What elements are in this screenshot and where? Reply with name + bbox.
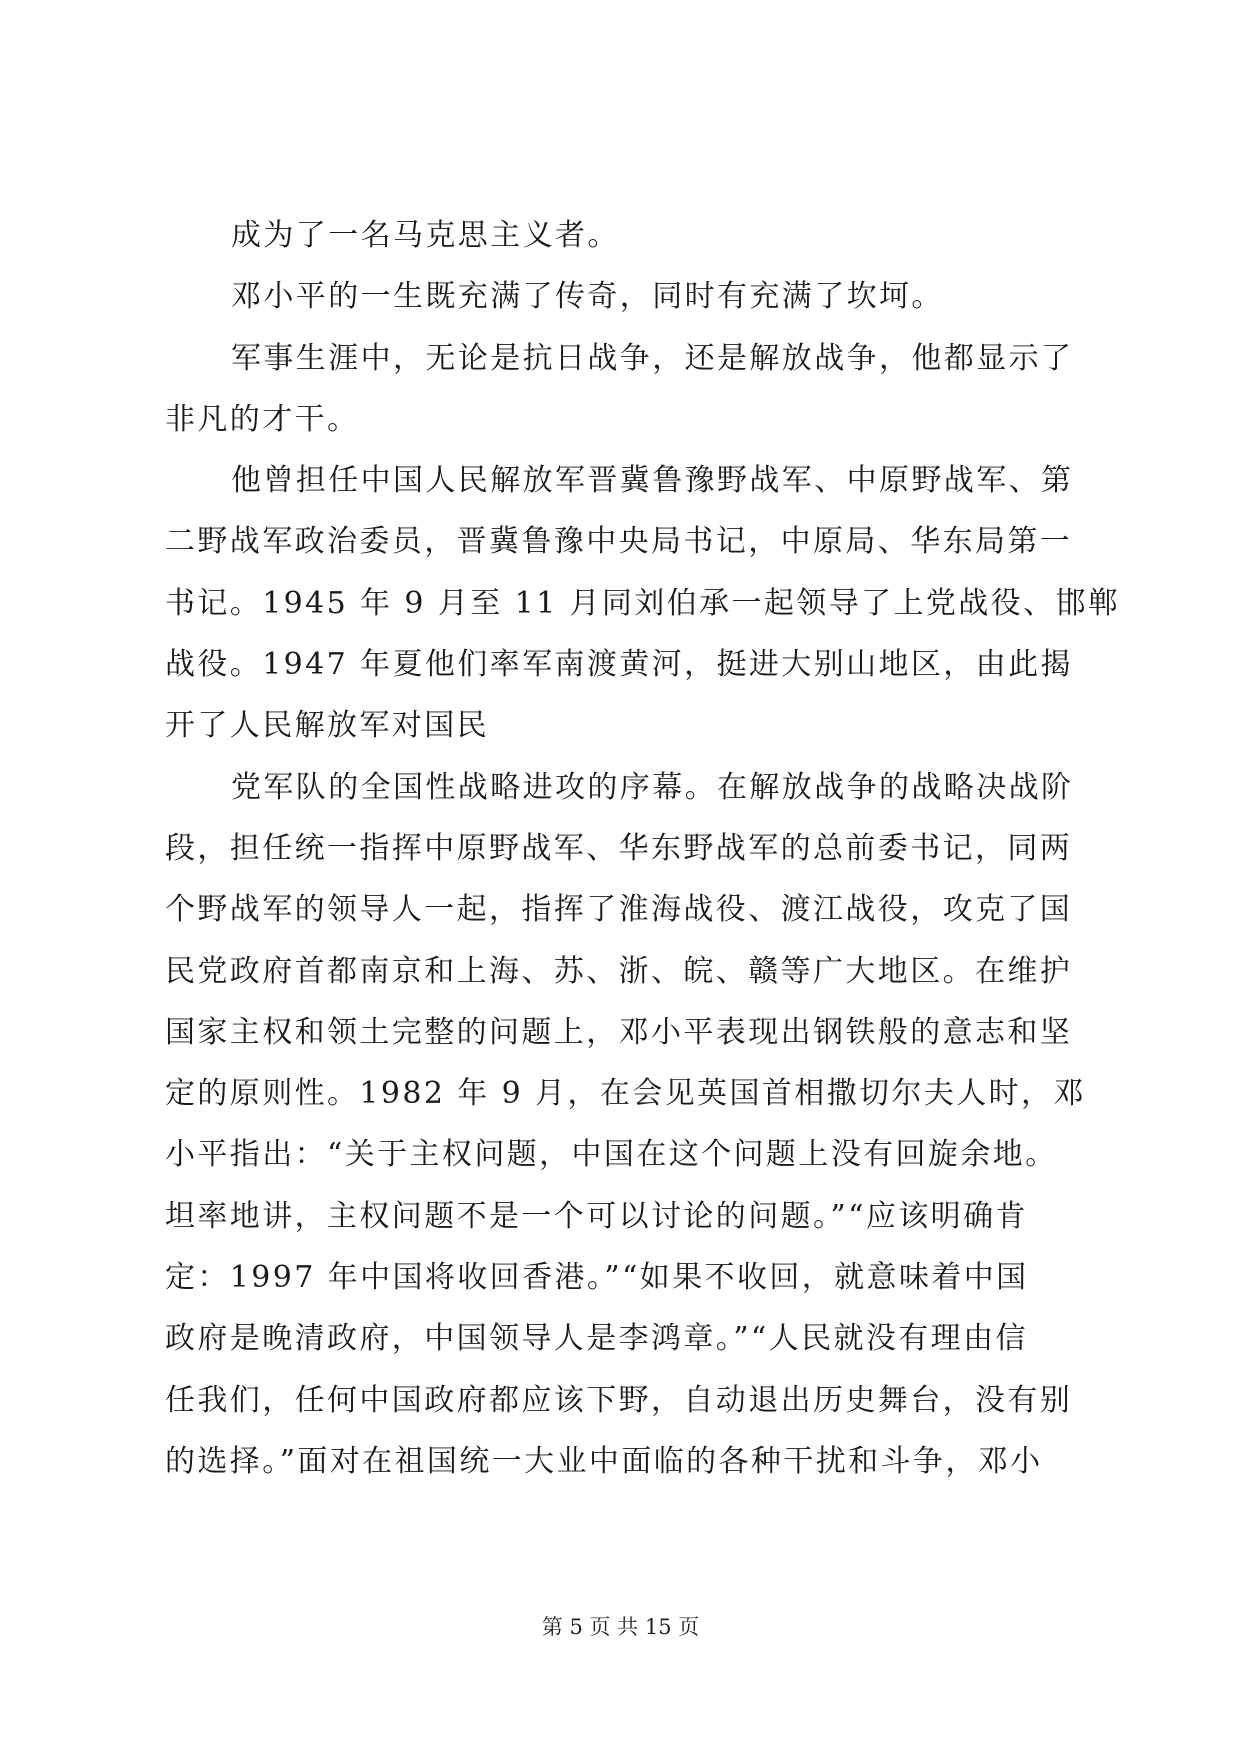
text-line: 定：1997 年中国将收回香港。”“如果不收回，就意味着中国 <box>165 1260 1029 1296</box>
page-number-footer: 第 5 页 共 15 页 <box>541 1615 700 1639</box>
text-line: 二野战军政治委员，晋冀鲁豫中央局书记，中原局、华东局第一 <box>165 524 1073 560</box>
text-line: 政府是晚清政府，中国领导人是李鸿章。”“人民就没有理由信 <box>165 1321 1028 1357</box>
text-line: 个野战军的领导人一起，指挥了淮海战役、渡江战役，攻克了国 <box>165 892 1073 928</box>
text-line: 书记。1945 年 9 月至 11 月同刘伯承一起领导了上党战役、邯郸 <box>165 585 1121 621</box>
text-line: 非凡的才干。 <box>165 401 360 437</box>
text-line: 开了人民解放军对国民 <box>165 708 489 744</box>
text-line: 定的原则性。1982 年 9 月，在会见英国首相撒切尔夫人时，邓 <box>165 1076 1086 1112</box>
text-line: 任我们，任何中国政府都应该下野，自动退出历史舞台，没有别 <box>165 1382 1073 1418</box>
text-line: 他曾担任中国人民解放军晋冀鲁豫野战军、中原野战军、第 <box>231 463 1074 499</box>
text-line: 军事生涯中，无论是抗日战争，还是解放战争，他都显示了 <box>231 340 1074 376</box>
text-line: 国家主权和领土完整的问题上，邓小平表现出钢铁般的意志和坚 <box>165 1014 1073 1050</box>
text-line: 的选择。”面对在祖国统一大业中面临的各种干扰和斗争，邓小 <box>165 1443 1043 1479</box>
text-line: 段，担任统一指挥中原野战军、华东野战军的总前委书记，同两 <box>165 830 1073 866</box>
text-line: 邓小平的一生既充满了传奇，同时有充满了坎坷。 <box>231 279 944 315</box>
text-line: 成为了一名马克思主义者。 <box>231 218 620 253</box>
body-text <box>165 205 1121 1492</box>
text-line: 战役。1947 年夏他们率军南渡黄河，挺进大别山地区，由此揭 <box>165 647 1073 683</box>
text-line: 坦率地讲，主权问题不是一个可以讨论的问题。”“应该明确肯 <box>165 1198 1028 1234</box>
text-line: 党军队的全国性战略进攻的序幕。在解放战争的战略决战阶 <box>231 769 1074 805</box>
text-line: 小平指出：“关于主权问题，中国在这个问题上没有回旋余地。 <box>165 1137 1058 1173</box>
text-line: 民党政府首都南京和上海、苏、浙、皖、赣等广大地区。在维护 <box>165 953 1073 989</box>
